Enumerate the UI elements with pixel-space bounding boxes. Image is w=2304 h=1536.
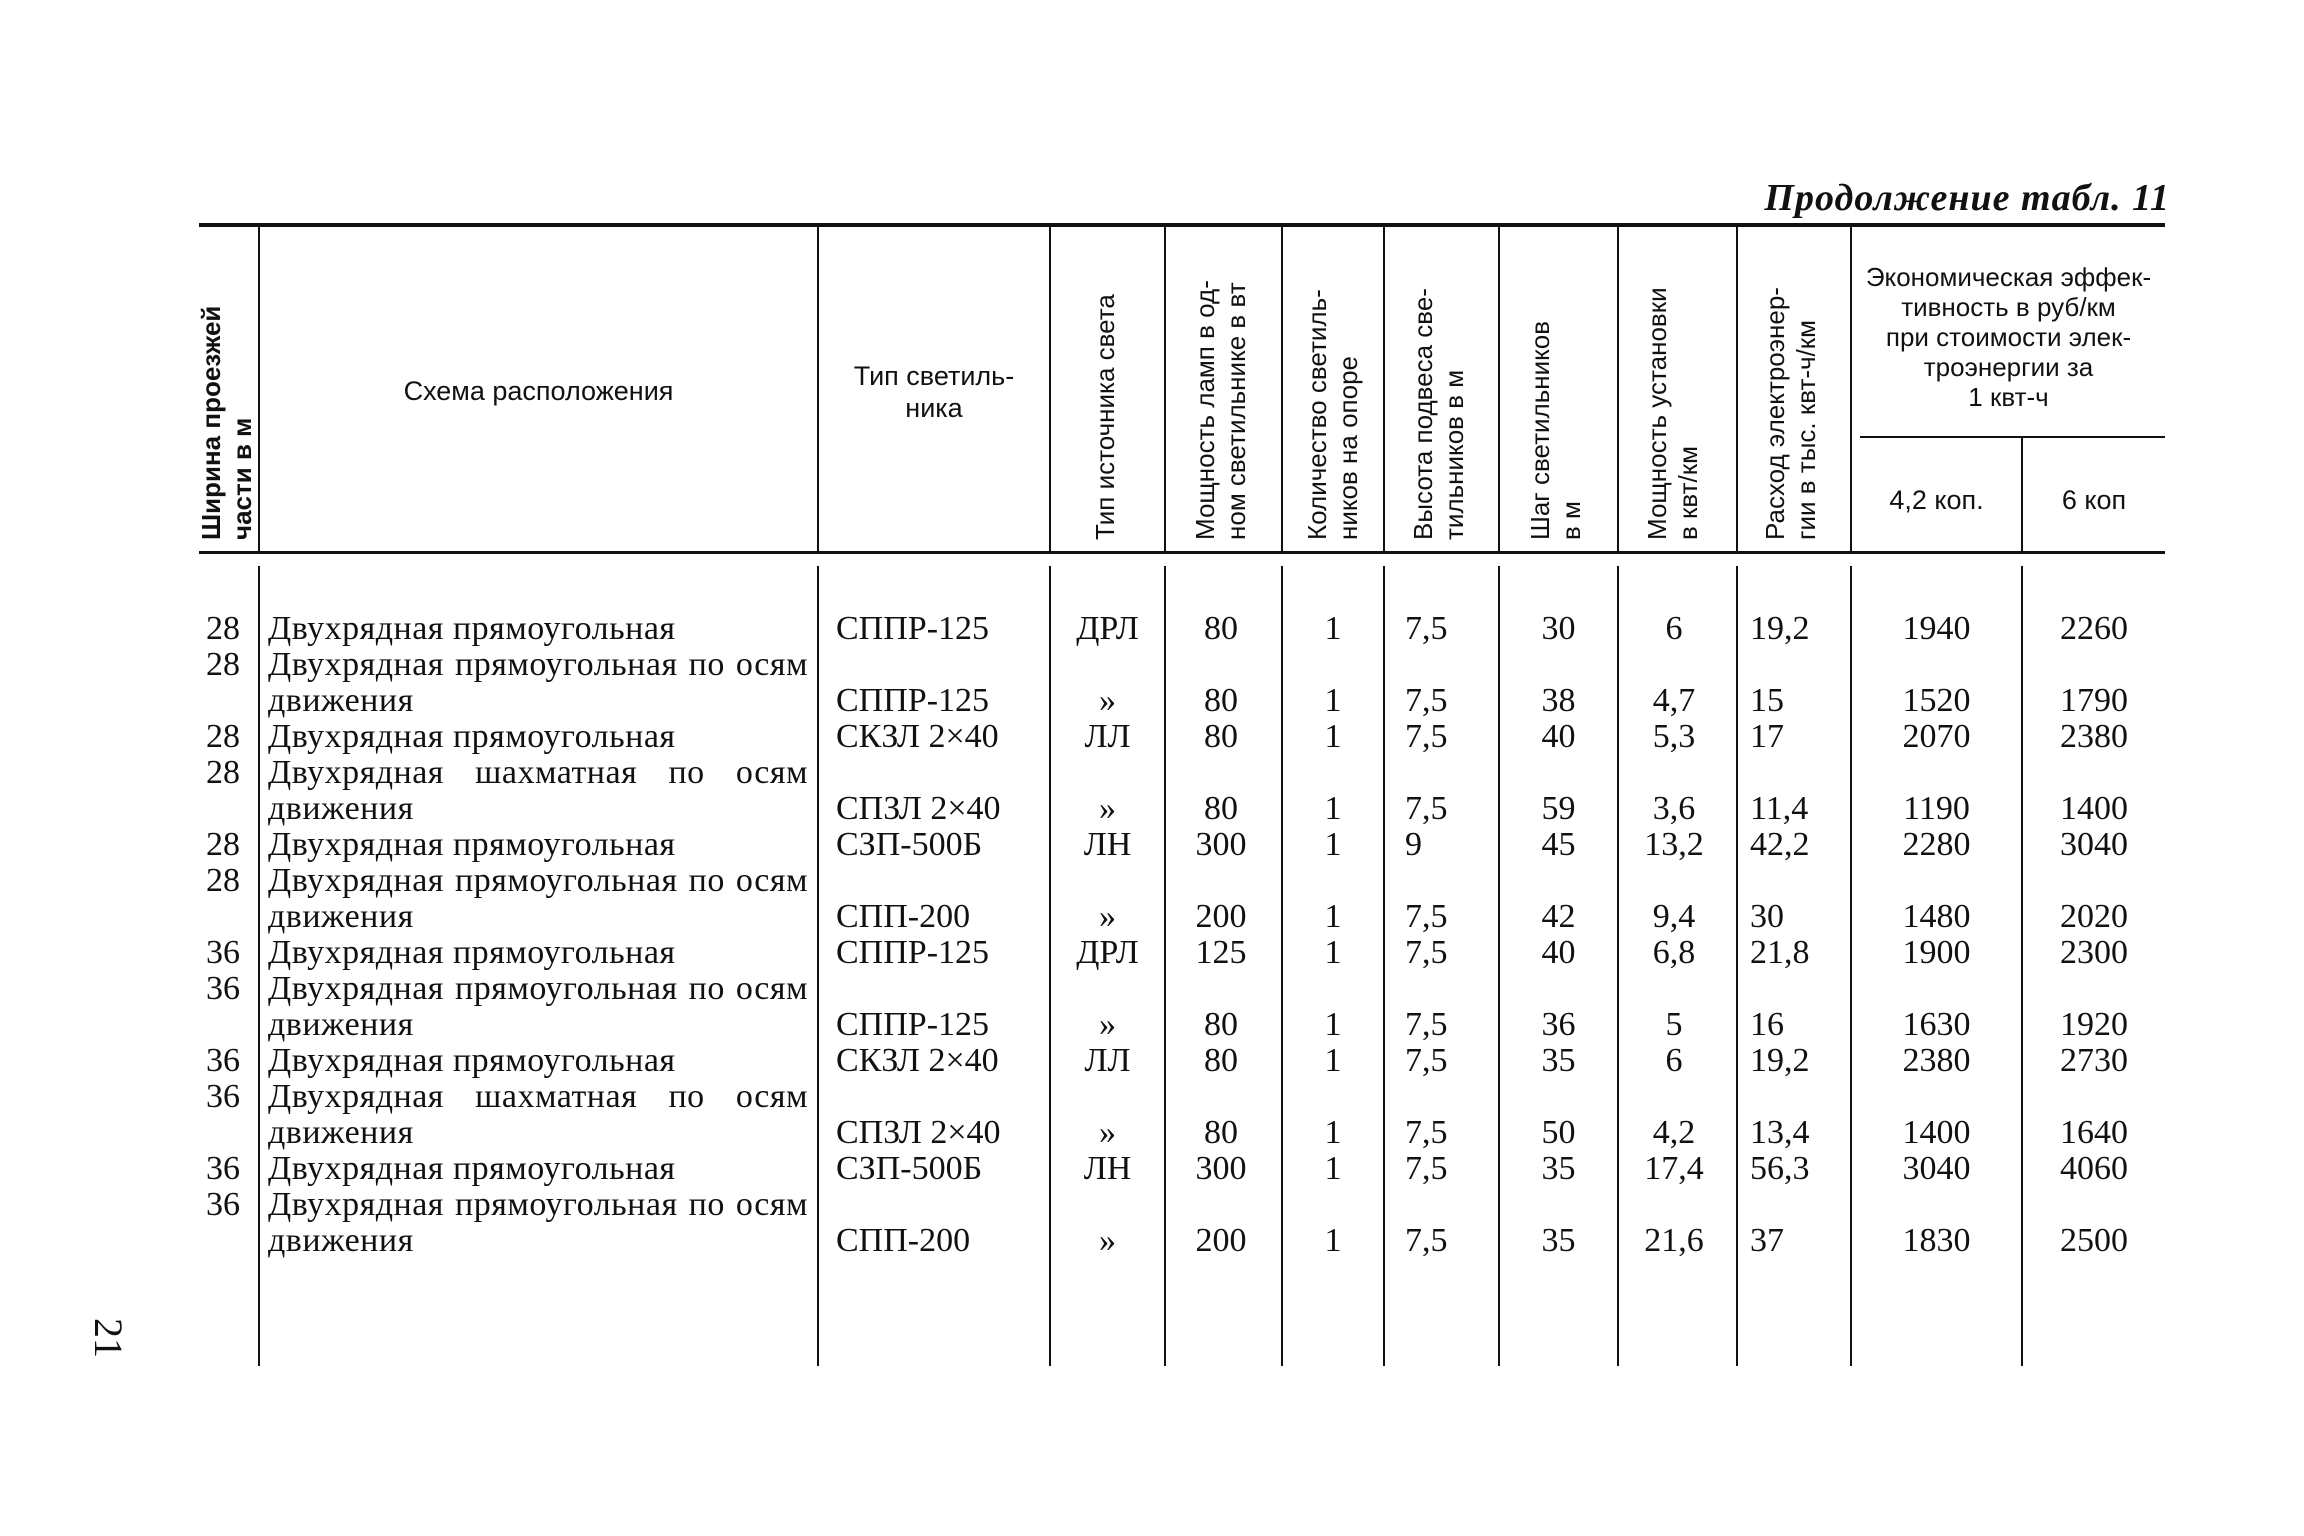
cell-width: 28 — [206, 862, 240, 899]
cell-step: 30 — [1541, 610, 1576, 647]
cell-source: » — [1099, 898, 1116, 935]
cell-source: ЛЛ — [1084, 718, 1131, 755]
cell-eff42: 1400 — [1902, 1114, 1971, 1151]
cell-width: 36 — [206, 1150, 240, 1187]
cell-eff42: 3040 — [1902, 1150, 1971, 1187]
cell-source: ДРЛ — [1076, 610, 1139, 647]
cell-scheme: Двухрядная прямоугольная — [268, 1042, 676, 1079]
cell-height: 7,5 — [1405, 1006, 1448, 1043]
cell-count: 1 — [1324, 1150, 1342, 1187]
cell-scheme: Двухрядная шахматная по осям движения — [268, 754, 808, 827]
cell-source: » — [1099, 790, 1116, 827]
cell-count: 1 — [1324, 934, 1342, 971]
cell-power: 125 — [1195, 934, 1247, 971]
cell-eff42: 1520 — [1902, 682, 1971, 719]
cell-consumption: 42,2 — [1750, 826, 1810, 863]
cell-height: 7,5 — [1405, 1042, 1448, 1079]
cell-height: 7,5 — [1405, 1150, 1448, 1187]
cell-count: 1 — [1324, 826, 1342, 863]
cell-power: 300 — [1195, 1150, 1247, 1187]
cell-width: 28 — [206, 610, 240, 647]
cell-eff6: 1640 — [2060, 1114, 2128, 1151]
top-rule — [199, 223, 2165, 227]
header-price-42: 4,2 коп. — [1889, 485, 1984, 515]
cell-source: ЛН — [1083, 1150, 1132, 1187]
cell-eff6: 2300 — [2060, 934, 2128, 971]
cell-height: 7,5 — [1405, 1114, 1448, 1151]
cell-fixture: СППР-125 — [836, 1006, 990, 1043]
cell-scheme: Двухрядная прямоугольная — [268, 1150, 676, 1187]
cell-step: 35 — [1541, 1222, 1576, 1259]
header-lamp-power: Мощность ламп в од- ном светильнике в вт — [1190, 280, 1251, 540]
cell-install: 13,2 — [1644, 826, 1704, 863]
cell-power: 80 — [1204, 610, 1238, 647]
cell-height: 7,5 — [1405, 790, 1448, 827]
cell-eff42: 1630 — [1902, 1006, 1971, 1043]
cell-scheme: Двухрядная прямоугольная по осям движения — [268, 1186, 808, 1259]
cell-consumption: 11,4 — [1750, 790, 1809, 827]
cell-consumption: 19,2 — [1750, 1042, 1810, 1079]
cell-source: ЛЛ — [1084, 1042, 1131, 1079]
cell-eff6: 2260 — [2060, 610, 2128, 647]
cell-scheme: Двухрядная прямоугольная — [268, 826, 676, 863]
cell-step: 36 — [1541, 1006, 1576, 1043]
cell-width: 36 — [206, 1186, 240, 1223]
cell-eff6: 2500 — [2060, 1222, 2128, 1259]
cell-step: 40 — [1541, 718, 1576, 755]
cell-eff42: 2280 — [1902, 826, 1971, 863]
cell-eff42: 1190 — [1903, 790, 1970, 827]
cell-eff42: 2380 — [1902, 1042, 1971, 1079]
cell-power: 80 — [1204, 718, 1238, 755]
header-light-source: Тип источника света — [1090, 294, 1120, 540]
cell-height: 9 — [1405, 826, 1422, 863]
cell-consumption: 37 — [1750, 1222, 1784, 1259]
cell-width: 28 — [206, 646, 240, 683]
cell-width: 28 — [206, 718, 240, 755]
cell-fixture: СПП-200 — [836, 898, 971, 935]
cell-source: » — [1099, 1006, 1116, 1043]
cell-fixture: СЗП-500Б — [836, 1150, 983, 1187]
cell-height: 7,5 — [1405, 934, 1448, 971]
cell-source: » — [1099, 1222, 1116, 1259]
cell-eff6: 1920 — [2060, 1006, 2128, 1043]
cell-width: 28 — [206, 754, 240, 791]
cell-consumption: 21,8 — [1750, 934, 1810, 971]
cell-consumption: 15 — [1750, 682, 1784, 719]
header-step: Шаг светильников в м — [1525, 320, 1586, 540]
cell-fixture: СПП-200 — [836, 1222, 971, 1259]
cell-eff6: 2380 — [2060, 718, 2128, 755]
cell-power: 200 — [1195, 1222, 1247, 1259]
cell-consumption: 13,4 — [1750, 1114, 1810, 1151]
cell-eff6: 4060 — [2060, 1150, 2128, 1187]
cell-fixture: СПЗЛ 2×40 — [836, 1114, 1001, 1151]
cell-step: 45 — [1541, 826, 1576, 863]
cell-height: 7,5 — [1405, 718, 1448, 755]
cell-count: 1 — [1324, 898, 1342, 935]
cell-install: 17,4 — [1644, 1150, 1704, 1187]
cell-fixture: СЗП-500Б — [836, 826, 983, 863]
cell-install: 6,8 — [1652, 934, 1696, 971]
cell-count: 1 — [1324, 790, 1342, 827]
cell-install: 4,7 — [1652, 682, 1696, 719]
cell-eff42: 1480 — [1902, 898, 1971, 935]
header-count: Количество светиль- ников на опоре — [1302, 289, 1363, 540]
cell-eff6: 3040 — [2060, 826, 2128, 863]
cell-eff6: 2730 — [2060, 1042, 2128, 1079]
cell-scheme: Двухрядная прямоугольная — [268, 934, 676, 971]
cell-power: 80 — [1204, 682, 1238, 719]
cell-install: 6 — [1665, 1042, 1683, 1079]
header-fixture-type: Тип светиль- ника — [853, 361, 1015, 423]
cell-step: 42 — [1541, 898, 1576, 935]
cell-fixture: СППР-125 — [836, 934, 990, 971]
header-width: Ширина проезжей части в м — [196, 305, 257, 540]
cell-height: 7,5 — [1405, 610, 1448, 647]
cell-step: 35 — [1541, 1150, 1576, 1187]
cell-width: 36 — [206, 970, 240, 1007]
efficiency-subheader-rule — [1860, 436, 2165, 438]
cell-power: 80 — [1204, 1042, 1238, 1079]
cell-consumption: 17 — [1750, 718, 1784, 755]
cell-source: ДРЛ — [1076, 934, 1139, 971]
cell-scheme: Двухрядная прямоугольная по осям движения — [268, 862, 808, 935]
cell-count: 1 — [1324, 610, 1342, 647]
cell-fixture: СППР-125 — [836, 610, 990, 647]
cell-step: 35 — [1541, 1042, 1576, 1079]
cell-scheme: Двухрядная прямоугольная — [268, 610, 676, 647]
cell-step: 50 — [1541, 1114, 1576, 1151]
cell-power: 80 — [1204, 790, 1238, 827]
header-price-6: 6 коп — [2061, 485, 2127, 515]
cell-count: 1 — [1324, 1006, 1342, 1043]
cell-height: 7,5 — [1405, 898, 1448, 935]
cell-count: 1 — [1324, 1114, 1342, 1151]
cell-scheme: Двухрядная прямоугольная — [268, 718, 676, 755]
cell-consumption: 30 — [1750, 898, 1784, 935]
cell-install: 5,3 — [1652, 718, 1696, 755]
header-height: Высота подвеса све- тильников в м — [1408, 288, 1469, 540]
cell-width: 36 — [206, 1078, 240, 1115]
cell-height: 7,5 — [1405, 682, 1448, 719]
cell-eff6: 2020 — [2060, 898, 2128, 935]
cell-count: 1 — [1324, 682, 1342, 719]
cell-power: 200 — [1195, 898, 1247, 935]
cell-step: 40 — [1541, 934, 1576, 971]
cell-source: » — [1099, 682, 1116, 719]
cell-count: 1 — [1324, 1042, 1342, 1079]
table-caption: Продолжение табл. 11 — [1764, 177, 2170, 219]
cell-height: 7,5 — [1405, 1222, 1448, 1259]
cell-fixture: СППР-125 — [836, 682, 990, 719]
cell-step: 59 — [1541, 790, 1576, 827]
cell-eff42: 1900 — [1902, 934, 1971, 971]
cell-install: 21,6 — [1644, 1222, 1704, 1259]
cell-eff42: 1940 — [1902, 610, 1971, 647]
cell-power: 80 — [1204, 1006, 1238, 1043]
cell-eff42: 2070 — [1902, 718, 1971, 755]
header-efficiency: Экономическая эффек- тивность в руб/км при стоимости элек- троэнергии за 1 квт-ч — [1865, 262, 2152, 412]
cell-scheme: Двухрядная прямоугольная по осям движения — [268, 646, 808, 719]
header-scheme: Схема расположения — [403, 376, 674, 406]
cell-width: 36 — [206, 934, 240, 971]
cell-width: 28 — [206, 826, 240, 863]
cell-install: 6 — [1665, 610, 1683, 647]
header-consumption: Расход электроэнер- гии в тыс. квт-ч/км — [1760, 287, 1821, 540]
cell-step: 38 — [1541, 682, 1576, 719]
cell-fixture: СКЗЛ 2×40 — [836, 1042, 999, 1079]
cell-install: 4,2 — [1652, 1114, 1696, 1151]
cell-consumption: 16 — [1750, 1006, 1784, 1043]
cell-consumption: 19,2 — [1750, 610, 1810, 647]
cell-count: 1 — [1324, 718, 1342, 755]
cell-install: 9,4 — [1652, 898, 1696, 935]
header-bottom-rule — [199, 551, 2165, 554]
cell-width: 36 — [206, 1042, 240, 1079]
cell-scheme: Двухрядная шахматная по осям движения — [268, 1078, 808, 1151]
cell-power: 300 — [1195, 826, 1247, 863]
cell-eff42: 1830 — [1902, 1222, 1971, 1259]
cell-source: ЛН — [1083, 826, 1132, 863]
cell-scheme: Двухрядная прямоугольная по осям движения — [268, 970, 808, 1043]
page-number: 21 — [86, 1318, 131, 1358]
cell-fixture: СПЗЛ 2×40 — [836, 790, 1001, 827]
cell-install: 3,6 — [1652, 790, 1696, 827]
cell-count: 1 — [1324, 1222, 1342, 1259]
cell-install: 5 — [1665, 1006, 1683, 1043]
cell-consumption: 56,3 — [1750, 1150, 1810, 1187]
header-install-power: Мощность установки в квт/км — [1642, 287, 1703, 540]
cell-fixture: СКЗЛ 2×40 — [836, 718, 999, 755]
cell-eff6: 1790 — [2060, 682, 2128, 719]
cell-power: 80 — [1204, 1114, 1238, 1151]
cell-eff6: 1400 — [2060, 790, 2128, 827]
cell-source: » — [1099, 1114, 1116, 1151]
